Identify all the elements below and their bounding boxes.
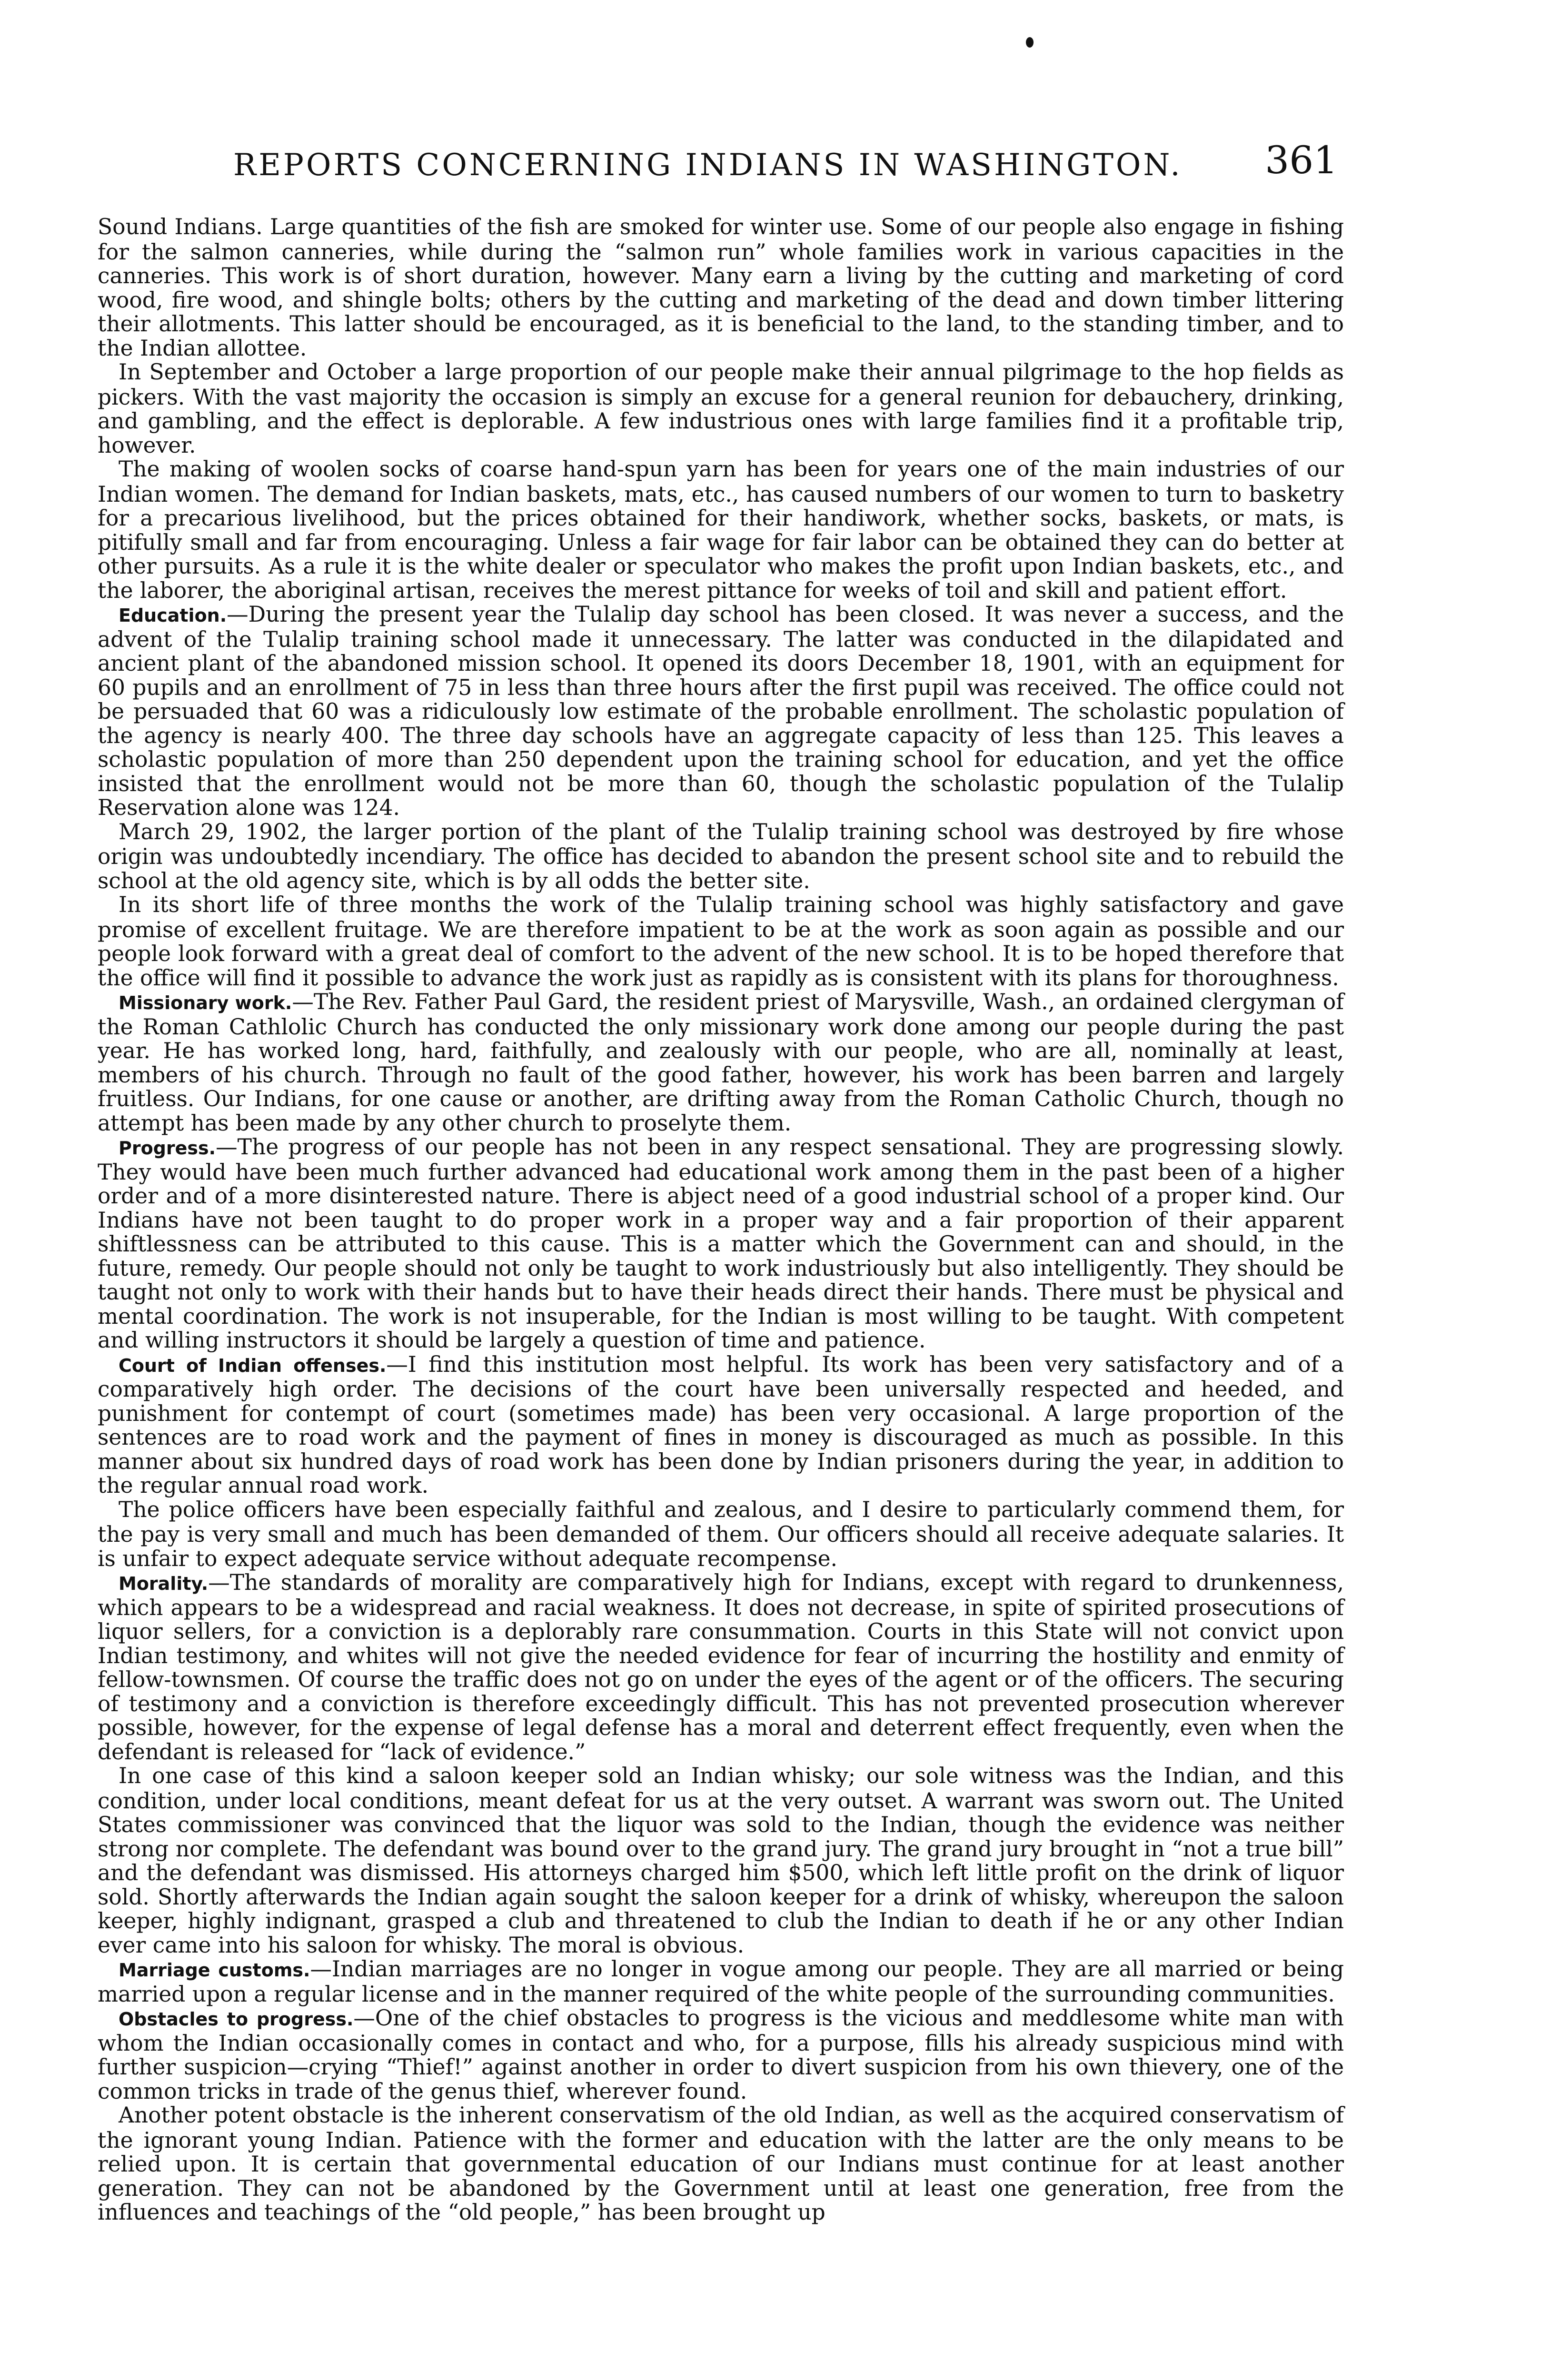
paragraph — [98, 820, 1344, 893]
paragraph-heading: Missionary work. — [119, 992, 292, 1013]
ink-speck — [1026, 37, 1034, 48]
paragraph-text: —Indian marriages are no longer in vogue among our people. They are all married or being married upon a regular license and in the manner required of the white people of the surrounding communities. — [98, 1956, 1344, 2007]
paragraph-education — [98, 603, 1344, 820]
paragraph-heading: Education. — [119, 605, 227, 626]
paragraph-text: In its short life of three months the work of the Tulalip training school was highly satisfactory and gave promise of excellent fruitage. We are therefore impatient to be at the work as soon again as possible and our people look forward with a great deal of comfort to the advent of the new school. It is to be hoped therefore that the office will find it possible to advance the work just as rapidly as is consistent with its plans for thoroughness. — [98, 892, 1344, 991]
paragraph-marriage-customs — [98, 1957, 1344, 2006]
paragraph-text: The police officers have been especially faithful and zealous, and I desire to particularly commend them, for the pay is very small and much has been demanded of them. Our officers should all receive adequate salaries. It is unfair to expect adequate service without adequate recompense. — [98, 1497, 1344, 1571]
paragraph-heading: Court of Indian offenses. — [119, 1355, 387, 1376]
paragraph — [98, 1498, 1344, 1571]
paragraph-text: In September and October a large proportion of our people make their annual pilgrimage to the hop fields as pickers. With the vast majority the occasion is simply an excuse for a general reunion for debauchery, drinking, and gambling, and the effect is deplorable. A few industrious ones with large families find it a profitable trip, however. — [98, 359, 1344, 458]
paragraph-text: In one case of this kind a saloon keeper sold an Indian whisky; our sole witness was the Indian, and this condition, under local conditions, meant defeat for us at the very outset. A warrant was sworn out. The United States commissioner was convinced that the liquor was sold to the Indian, though the evidence was neither strong nor complete. The defendant was bound over to the grand jury. The grand jury brought in “not a true bill” and the defendant was dismissed. His attorneys charged him $500, which left little profit on the drink of liquor sold. Shortly afterwards the Indian again sought the saloon keeper for a drink of whisky, whereupon the saloon keeper, highly indignant, grasped a club and threatened to club the Indian to death if he or any other Indian ever came into his saloon for whisky. The moral is obvious. — [98, 1763, 1344, 1958]
paragraph — [98, 1764, 1344, 1957]
paragraph-text: —The standards of morality are comparatively high for Indians, except with regard to drunkenness, which appears to be a widespread and racial weakness. It does not decrease, in spite of spirited prosecutions of liquor sellers, for a conviction is a deplorably rare consummation. Courts in this State will not convict upon Indian testimony, and whites will not give the needed evidence for fear of incurring the hostility and enmity of fellow-townsmen. Of course the traffic does not go on under the eyes of the agent or of the officers. The securing of testimony and a conviction is therefore exceedingly difficult. This has not prevented prosecution wherever possible, however, for the expense of legal defense has a moral and deterrent effect frequently, even when the defendant is released for “lack of evidence.” — [98, 1570, 1344, 1765]
page-number: 361 — [1265, 138, 1338, 182]
body-text — [98, 215, 1344, 2225]
paragraph-morality — [98, 1571, 1344, 1764]
paragraph-missionary-work — [98, 990, 1344, 1135]
paragraph — [98, 893, 1344, 990]
paragraph — [98, 457, 1344, 603]
paragraph-text: Another potent obstacle is the inherent conservatism of the old Indian, as well as the acquired conservatism of the ignorant young Indian. Patience with the former and education with the latter are the only means to be relied upon. It is certain that governmental education of our Indians must continue for at least another generation. They can not be abandoned by the Government until at least one generation, free from the influences and teachings of the “old people,” has been brought up — [98, 2102, 1344, 2225]
paragraph — [98, 360, 1344, 457]
paragraph-text: —The Rev. Father Paul Gard, the resident priest of Marysville, Wash., an ordained clergyman of the Roman Cathlolic Church has conducted the only missionary work done among our people during the past year. He has worked long, hard, faithfully, and zealously with our people, who are all, nominally at least, members of his church. Through no fault of the good father, however, his work has been barren and largely fruitless. Our Indians, for one cause or another, are drifting away from the Roman Catholic Church, though no attempt has been made by any other church to proselyte them. — [98, 989, 1344, 1136]
running-title: REPORTS CONCERNING INDIANS IN WASHINGTON. — [233, 148, 1183, 183]
paragraph-heading: Progress. — [119, 1138, 216, 1159]
paragraph-court-of-indian-offenses — [98, 1353, 1344, 1498]
paragraph-heading: Obstacles to progress. — [119, 2009, 354, 2030]
paragraph-text: —One of the chief obstacles to progress is the vicious and meddlesome white man with whom the Indian occasionally comes in contact and who, for a purpose, fills his already suspicious mind with further suspicion—crying “Thief!” against another in order to divert suspicion from his own thievery, one of the common tricks in trade of the genus thief, wherever found. — [98, 2005, 1344, 2104]
paragraph-text: —During the present year the Tulalip day school has been closed. It was never a success, and the advent of the Tulalip training school made it unnecessary. The latter was conducted in the dilapidated and ancient plant of the abandoned mission school. It opened its doors December 18, 1901, with an equipment for 60 pupils and an enrollment of 75 in less than three hours after the first pupil was received. The office could not be persuaded that 60 was a ridiculously low estimate of the probable enrollment. The scholastic population of the agency is nearly 400. The three day schools have an aggregate capacity of less than 125. This leaves a scholastic population of more than 250 dependent upon the training school for education, and yet the office insisted that the enrollment would not be more than 60, though the scholastic population of the Tulalip Reservation alone was 124. — [98, 602, 1344, 820]
paragraph — [98, 2103, 1344, 2225]
paragraph-heading: Morality. — [119, 1573, 209, 1594]
paragraph — [98, 215, 1344, 360]
page-header — [105, 138, 1338, 190]
paragraph-text: The making of woolen socks of coarse hand-spun yarn has been for years one of the main industries of our Indian women. The demand for Indian baskets, mats, etc., has caused numbers of our women to turn to basketry for a precarious livelihood, but the prices obtained for their handiwork, whether socks, baskets, or mats, is pitifully small and far from encouraging. Unless a fair wage for fair labor can be obtained they can do better at other pursuits. As a rule it is the white dealer or speculator who makes the profit upon Indian baskets, etc., and the laborer, the aboriginal artisan, receives the merest pittance for weeks of toil and skill and patient effort. — [98, 456, 1344, 603]
paragraph-text: —The progress of our people has not been in any respect sensational. They are progressing slowly. They would have been much further advanced had educational work among them in the past been of a higher order and of a more disinterested nature. There is abject need of a good industrial school of a proper kind. Our Indians have not been taught to do proper work in a proper way and a fair proportion of their apparent shiftlessness can be attributed to this cause. This is a matter which the Government can and should, in the future, remedy. Our people should not only be taught to work industriously but also intelligently. They should be taught not only to work with their hands but to have their heads direct their hands. There must be physical and mental coordination. The work is not insuperable, for the Indian is most willing to be taught. With competent and willing instructors it should be largely a question of time and patience. — [98, 1134, 1344, 1353]
paragraph-obstacles-to-progress — [98, 2006, 1344, 2103]
paragraph-text: March 29, 1902, the larger portion of the plant of the Tulalip training school was destroyed by fire whose origin was undoubtedly incendiary. The office has decided to abandon the present school site and to rebuild the school at the old agency site, which is by all odds the better site. — [98, 819, 1344, 893]
paragraph-text: —I find this institution most helpful. Its work has been very satisfactory and of a comparatively high order. The decisions of the court have been universally respected and heeded, and punishment for contempt of court (sometimes made) has been very occasional. A large proportion of the sentences are to road work and the payment of fines in money is discouraged as much as possible. In this manner about six hundred days of road work has been done by Indian prisoners during the year, in addition to the regular annual road work. — [98, 1351, 1344, 1498]
paragraph-text: Sound Indians. Large quantities of the fish are smoked for winter use. Some of our people also engage in fishing for the salmon canneries, while during the “salmon run” whole families work in various capacities in the canneries. This work is of short duration, however. Many earn a living by the cutting and marketing of cord wood, fire wood, and shingle bolts; others by the cutting and marketing of the dead and down timber littering their allotments. This latter should be encouraged, as it is beneficial to the land, to the standing timber, and to the Indian allottee. — [98, 214, 1344, 361]
paragraph-heading: Marriage customs. — [119, 1960, 310, 1981]
paragraph-progress — [98, 1135, 1344, 1353]
